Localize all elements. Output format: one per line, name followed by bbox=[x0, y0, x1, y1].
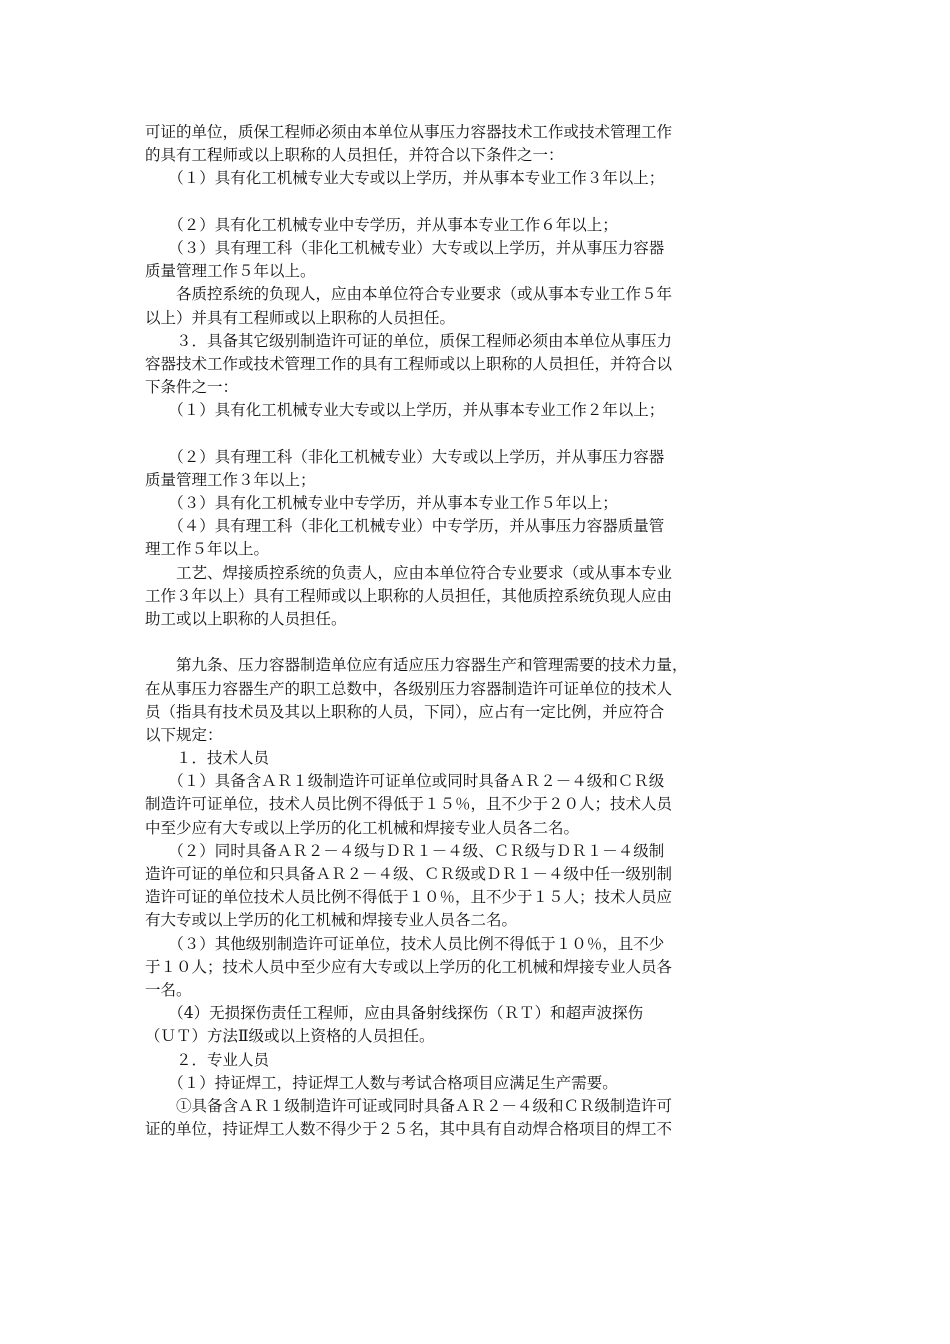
text-line: 证的单位，持证焊工人数不得少于２５名，其中具有自动焊合格项目的焊工不 bbox=[145, 1120, 673, 1139]
text-line: （ＵＴ）方法Ⅱ级或以上资格的人员担任。 bbox=[145, 1027, 435, 1046]
text-line: 造许可证的单位技术人员比例不得低于１０％，且不少于１５人；技术人员应 bbox=[145, 888, 673, 907]
blank-line bbox=[145, 422, 805, 445]
text-line: 中至少应有大专或以上学历的化工机械和焊接专业人员各二名。 bbox=[145, 818, 580, 837]
text-line: 各质控系统的负现人，应由本单位符合专业要求（或从事本专业工作５年 bbox=[145, 285, 673, 304]
text-line: （２）具有化工机械专业中专学历，并从事本专业工作６年以上； bbox=[145, 215, 618, 234]
text-line: 一名。 bbox=[145, 980, 192, 999]
text-line: 工作３年以上）具有工程师或以上职称的人员担任，其他质控系统负现人应由 bbox=[145, 586, 673, 605]
text-line: 质量管理工作３年以上； bbox=[145, 470, 316, 489]
text-line: 于１０人；技术人员中至少应有大专或以上学历的化工机械和焊接专业人员各 bbox=[145, 957, 673, 976]
text-line: 制造许可证单位，技术人员比例不得低于１５％，且不少于２０人；技术人员 bbox=[145, 795, 673, 814]
text-line: （３）具有化工机械专业中专学历，并从事本专业工作５年以上； bbox=[145, 494, 618, 512]
text-line: ①具备含ＡＲ１级制造许可证或同时具备ＡＲ２－４级和ＣＲ级制造许可 bbox=[145, 1096, 673, 1115]
text-line: 下条件之一： bbox=[145, 378, 239, 397]
text-line: 造许可证的单位和只具备ＡＲ２－４级、ＣＲ级或ＤＲ１－４级中任一级别制 bbox=[145, 865, 673, 883]
text-line: 容器技术工作或技术管理工作的具有工程师或以上职称的人员担任，并符合以 bbox=[145, 354, 673, 373]
text-line: （２）同时具备ＡＲ２－４级与ＤＲ１－４级、ＣＲ级与ＤＲ１－４级制 bbox=[145, 841, 665, 860]
text-line: ２．专业人员 bbox=[145, 1050, 270, 1069]
text-line: 助工或以上职称的人员担任。 bbox=[145, 609, 347, 628]
text-line: 员（指具有技术员及其以上职称的人员，下同），应占有一定比例，并应符合 bbox=[145, 702, 665, 721]
text-line: 的具有工程师或以上职称的人员担任，并符合以下条件之一： bbox=[145, 146, 564, 165]
text-line: （３）具有理工科（非化工机械专业）大专或以上学历，并从事压力容器 bbox=[145, 238, 665, 257]
text-line: 在从事压力容器生产的职工总数中，各级别压力容器制造许可证单位的技术人 bbox=[145, 679, 673, 698]
text-line: （２）具有理工科（非化工机械专业）大专或以上学历，并从事压力容器 bbox=[145, 447, 665, 466]
document-body bbox=[145, 121, 805, 1141]
blank-line bbox=[145, 631, 805, 654]
text-line: 以下规定： bbox=[145, 725, 223, 744]
blank-line bbox=[145, 191, 805, 214]
text-line: （4）无损探伤责任工程师，应由具备射线探伤（ＲＴ）和超声波探伤 bbox=[145, 1004, 644, 1023]
text-line: （１）具备含ＡＲ１级制造许可证单位或同时具备ＡＲ２－４级和ＣＲ级 bbox=[145, 772, 665, 791]
text-line: 工艺、焊接质控系统的负责人，应由本单位符合专业要求（或从事本专业 bbox=[145, 563, 673, 582]
text-line: 可证的单位，质保工程师必须由本单位从事压力容器技术工作或技术管理工作 bbox=[145, 123, 673, 141]
text-line: 质量管理工作５年以上。 bbox=[145, 262, 316, 281]
text-line: （１）具有化工机械专业大专或以上学历，并从事本专业工作２年以上； bbox=[145, 401, 665, 420]
text-line: 第九条、压力容器制造单位应有适应压力容器生产和管理需要的技术力量， bbox=[145, 656, 688, 675]
text-line: 理工作５年以上。 bbox=[145, 540, 270, 559]
text-line: ３．具备其它级别制造许可证的单位，质保工程师必须由本单位从事压力 bbox=[145, 331, 673, 350]
text-line: （１）具有化工机械专业大专或以上学历，并从事本专业工作３年以上； bbox=[145, 169, 665, 188]
text-line: 以上）并具有工程师或以上职称的人员担任。 bbox=[145, 308, 456, 327]
text-line: １．技术人员 bbox=[145, 749, 270, 768]
text-line: （４）具有理工科（非化工机械专业）中专学历，并从事压力容器质量管 bbox=[145, 517, 665, 536]
text-line: （３）其他级别制造许可证单位，技术人员比例不得低于１０％，且不少 bbox=[145, 934, 665, 953]
text-line: （１）持证焊工，持证焊工人数与考试合格项目应满足生产需要。 bbox=[145, 1073, 618, 1092]
text-line: 有大专或以上学历的化工机械和焊接专业人员各二名。 bbox=[145, 911, 518, 930]
